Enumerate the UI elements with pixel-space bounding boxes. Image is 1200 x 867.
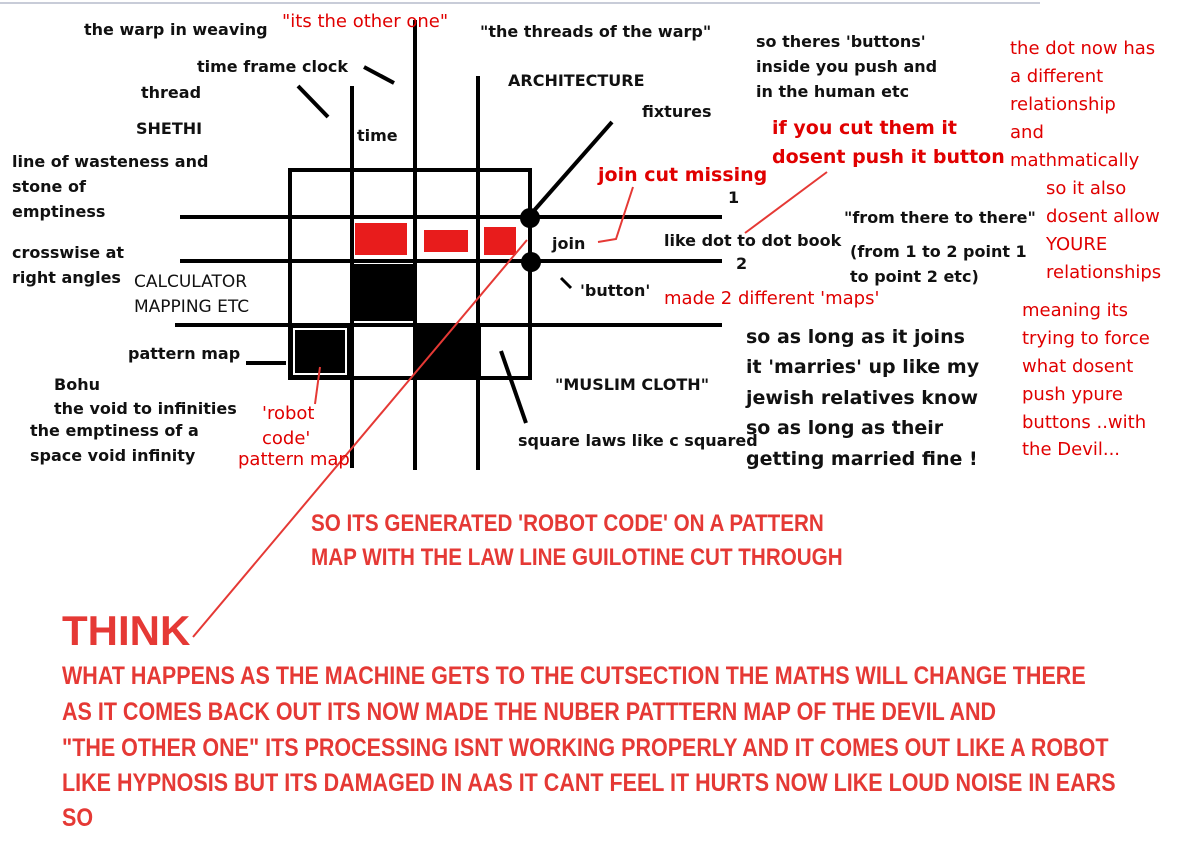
label-fixtures: fixtures xyxy=(642,102,712,121)
label-emptiness-of-a-space: the emptiness of a space void infinity xyxy=(30,421,199,465)
label-join-cut-missing: join cut missing xyxy=(598,164,768,186)
pointer-join-cut-missing xyxy=(598,187,633,242)
label-muslim-cloth: "MUSLIM CLOTH" xyxy=(555,375,710,394)
generated-robot-code-line-1: SO ITS GENERATED 'ROBOT CODE' ON A PATTERN xyxy=(311,510,824,537)
red-block-1 xyxy=(355,223,407,255)
generated-robot-code-line-2: MAP WITH THE LAW LINE GUILOTINE CUT THROUGH xyxy=(311,544,843,571)
label-threads-of-the-warp: "the threads of the warp" xyxy=(480,22,712,41)
label-from-1-to-2: (from 1 to 2 point 1 to point 2 etc) xyxy=(850,242,1027,286)
label-like-dot-to-dot-book: like dot to dot book xyxy=(664,231,842,250)
pointer-square-laws xyxy=(501,351,526,423)
label-button: 'button' xyxy=(580,281,651,300)
label-made-2-different-maps: made 2 different 'maps' xyxy=(664,288,880,309)
paragraph-line-4: LIKE HYPNOSIS BUT ITS DAMAGED IN AAS IT CANT FEEL IT HURTS NOW LIKE LOUD NOISE IN EARS xyxy=(62,769,1116,797)
paragraph-line-1: WHAT HAPPENS AS THE MACHINE GETS TO THE CUTSECTION THE MATHS WILL CHANGE THERE xyxy=(62,662,1086,690)
label-time-frame-clock: time frame clock xyxy=(197,57,349,76)
label-shethi: SHETHI xyxy=(136,119,203,138)
paragraph-line-3: "THE OTHER ONE" ITS PROCESSING ISNT WORKING PROPERLY AND IT COMES OUT LIKE A ROBOT xyxy=(62,734,1109,762)
label-thread: thread xyxy=(141,83,202,102)
paragraph-line-2: AS IT COMES BACK OUT ITS NOW MADE THE NUBER PATTTERN MAP OF THE DEVIL AND xyxy=(62,698,997,726)
label-crosswise-at-right-angles: crosswise at right angles xyxy=(12,243,125,287)
join-point-2-dot xyxy=(521,252,541,272)
label-if-you-cut-them: if you cut them it dosent push it button xyxy=(772,117,1005,169)
join-point-1-dot xyxy=(520,208,540,228)
label-dot-different-relationship: the dot now has a different relationship and mathmatically xyxy=(1010,38,1156,171)
label-point-1: 1 xyxy=(728,188,740,207)
label-pattern-map-red: pattern map xyxy=(238,449,350,470)
think-heading: THINK xyxy=(62,607,191,654)
label-its-the-other-one: "its the other one" xyxy=(282,11,449,32)
label-also-dosent-allow: so it also dosent allow YOURE relationships xyxy=(1046,178,1162,283)
label-line-of-wasteness: line of wasteness and stone of emptiness xyxy=(12,152,209,221)
paragraph-line-5: SO xyxy=(62,804,94,832)
label-time: time xyxy=(357,126,398,145)
black-block-1 xyxy=(350,264,416,321)
red-block-2 xyxy=(424,230,468,252)
pointer-other-one xyxy=(364,67,394,83)
label-architecture: ARCHITECTURE xyxy=(508,71,645,90)
pointer-time-frame-clock xyxy=(298,86,328,117)
label-point-2: 2 xyxy=(736,254,748,273)
red-block-3 xyxy=(484,227,516,255)
label-square-laws: square laws like c squared xyxy=(518,431,758,450)
label-pattern-map: pattern map xyxy=(128,344,241,363)
label-bohu: Bohu xyxy=(54,375,100,394)
label-calculator-mapping: CALCULATOR MAPPING ETC xyxy=(134,272,250,317)
label-warp-in-weaving: the warp in weaving xyxy=(84,20,268,39)
label-robot-code: 'robot code' xyxy=(262,403,315,450)
label-from-there-to-there: "from there to there" xyxy=(844,208,1036,227)
label-marries-up: so as long as it joins it 'marries' up like my jewish relatives know so as long as their getting married fine ! xyxy=(746,326,980,470)
label-void-to-infinities: the void to infinities xyxy=(54,399,237,418)
pointer-button xyxy=(561,278,571,288)
label-buttons-inside-you: so theres 'buttons' inside you push and in the human etc xyxy=(756,32,938,101)
label-meaning-force: meaning its trying to force what dosent push ypure buttons ..with the Devil... xyxy=(1022,300,1150,461)
label-join: join xyxy=(552,234,586,253)
